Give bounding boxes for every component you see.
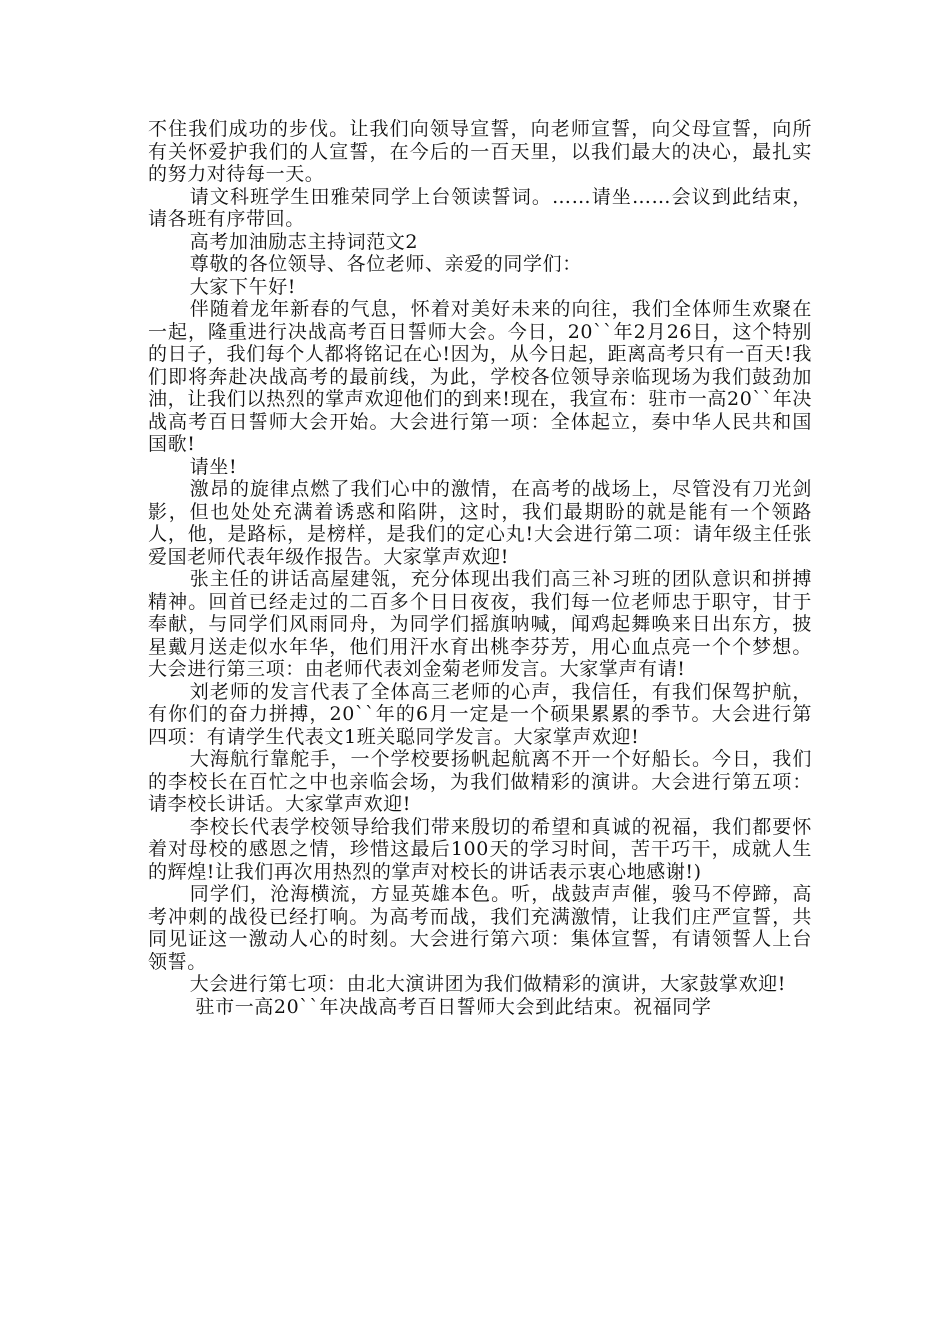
paragraph-item-six: 同学们，沧海横流，方显英雄本色。听，战鼓声声催，骏马不停蹄，高考冲刺的战役已经打响。为高考而战，我们充满激情，让我们庄严宣誓，共同见证这一激动人心的时刻。大会进行第六项：集体宣誓，有请领誓人上台领誓。 [148,883,812,973]
paragraph-item-five: 大海航行靠舵手，一个学校要扬帆起航离不开一个好船长。今日，我们的李校长在百忙之中也亲临会场，为我们做精彩的演讲。大会进行第五项：请李校长讲话。大家掌声欢迎! [148,748,812,815]
paragraph-please-sit: 请坐! [189,455,238,478]
paragraph-opening: 伴随着龙年新春的气息，怀着对美好未来的向往，我们全体师生欢聚在一起，隆重进行决战高考百日誓师大会。今日，20``年2月26日，这个特别的日子，我们每个人都将铭记在心!因为，从今日起，距离高考只有一百天!我们即将奔赴决战高考的最前线，为此，学校各位领导亲临现场为我们鼓劲加油，让我们以热烈的掌声欢迎他们的到来!现在，我宣布：驻市一高20``年决战高考百日誓师大会开始。大会进行第一项：全体起立，奏中华人民共和国国歌! [148,298,812,455]
paragraph-item-three: 张主任的讲话高屋建瓴，充分体现出我们高三补习班的团队意识和拼搏精神。回首已经走过的二百多个日日夜夜，我们每一位老师忠于职守，甘于奉献，与同学们风雨同舟，为同学们摇旗呐喊，闻鸡起舞唤来日出东方，披星戴月送走似水年华，他们用汗水育出桃李芬芳，用心血点亮一个个梦想。大会进行第三项：由老师代表刘金菊老师发言。大家掌声有请! [148,568,812,680]
paragraph-item-two: 激昂的旋律点燃了我们心中的激情，在高考的战场上，尽管没有刀光剑影，但也处处充满着诱惑和陷阱，这时，我们最期盼的就是能有一个领路人，他，是路标，是榜样，是我们的定心丸!大会进行第二项：请年级主任张爱国老师代表年级作报告。大家掌声欢迎! [148,478,812,568]
document-body [148,118,812,1018]
paragraph-thanks: 李校长代表学校领导给我们带来殷切的希望和真诚的祝福，我们都要怀着对母校的感恩之情，珍惜这最后100天的学习时间，苦干巧干，成就人生的辉煌!让我们再次用热烈的掌声对校长的讲话表示衷心地感谢!) [148,815,812,883]
paragraph-1: 不住我们成功的步伐。让我们向领导宣誓，向老师宣誓，向父母宣誓，向所有关怀爱护我们的人宣誓，在今后的一百天里，以我们最大的决心，最扎实的努力对待每一天。 [148,118,812,185]
paragraph-item-four: 刘老师的发言代表了全体高三老师的心声，我信任，有我们保驾护航，有你们的奋力拼搏，20``年的6月一定是一个硕果累累的季节。大会进行第四项：有请学生代表文1班关聪同学发言。大家掌声欢迎! [148,680,812,748]
paragraph-closing: 驻市一高20``年决战高考百日誓师大会到此结束。祝福同学 [195,995,712,1018]
salutation: 尊敬的各位领导、各位老师、亲爱的同学们： [189,253,582,275]
section-heading: 高考加油励志主持词范文2 [189,230,419,253]
paragraph-item-seven: 大会进行第七项：由北大演讲团为我们做精彩的演讲，大家鼓掌欢迎! [189,973,787,995]
greeting: 大家下午好! [189,275,297,298]
paragraph-2: 请文科班学生田雅荣同学上台领读誓词。……请坐……会议到此结束，请各班有序带回。 [148,185,812,230]
